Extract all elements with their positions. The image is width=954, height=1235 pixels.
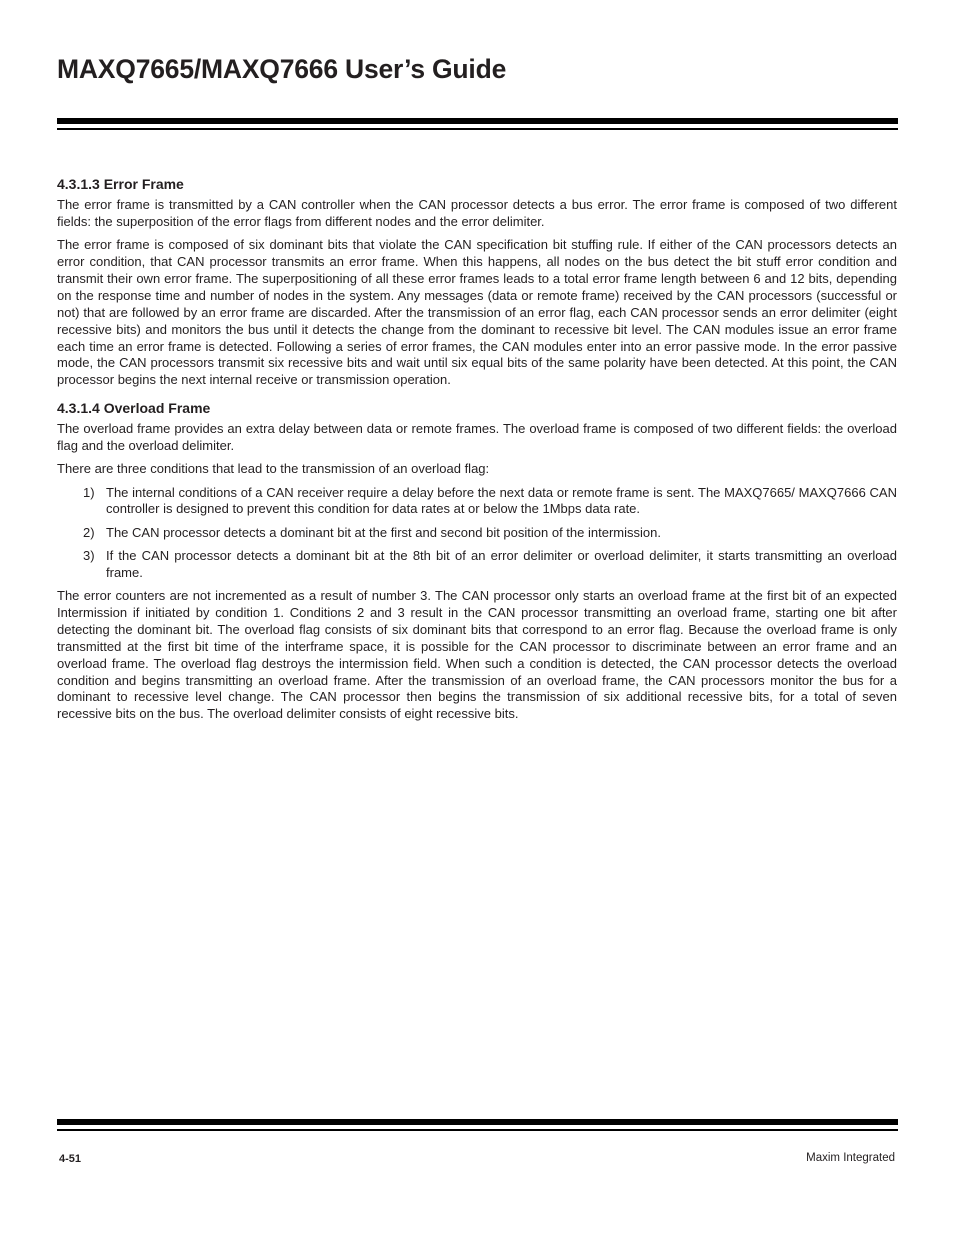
paragraph: The overload frame provides an extra delay between data or remote frames. The overload frame is composed of two different fields: the overload flag and the overload delimiter.: [57, 421, 897, 454]
section-heading-error-frame: 4.3.1.3 Error Frame: [57, 176, 184, 192]
paragraph: The error frame is transmitted by a CAN controller when the CAN processor detects a bus error. The error frame is composed of two different fields: the superposition of the error flags from different nodes and the error delimiter.: [57, 197, 897, 229]
header-rule-thin: [57, 128, 898, 130]
list-item-number: 1): [83, 484, 95, 500]
list-item-number: 3): [83, 547, 95, 563]
company-name: Maxim Integrated: [806, 1152, 895, 1164]
section-heading-overload-frame: 4.3.1.4 Overload Frame: [57, 400, 211, 417]
list-item-text: The internal conditions of a CAN receiver require a delay before the next data or remote frame is sent. The MAXQ7665/ MAXQ7666 CAN controller is designed to prevent this condition for data rates at or below the 1Mbps data rate.: [106, 484, 897, 517]
list-item-text: If the CAN processor detects a dominant bit at the 8th bit of an error delimiter or overload delimiter, it starts transmitting an overload frame.: [106, 547, 897, 580]
paragraph: There are three conditions that lead to the transmission of an overload flag:: [57, 461, 490, 477]
page-content: [57, 174, 897, 730]
list-item: [57, 525, 897, 542]
list-item-text: The CAN processor detects a dominant bit at the first and second bit position of the intermission.: [106, 524, 661, 540]
list-item: [57, 485, 897, 519]
footer-rule-thick: [57, 1119, 898, 1125]
header-rule-thick: [57, 118, 898, 124]
paragraph: The error counters are not incremented as a result of number 3. The CAN processor only starts an overload frame at the first bit of an expected Intermission if initiated by condition 1. Conditions 2 and 3 result in the CAN processor transmitting an overload frame, starting one bit after detecting the dominant bit. The overload flag consists of six dominant bits that correspond to an error flag. Because the overload frame is only transmitted at the first bit time of the interframe space, it is possible for the CAN processor to discriminate between an error frame and an overload frame. The overload flag destroys the intermission field. When such a condition is detected, the CAN processor detects the overload condition and begins transmitting an overload frame. After the transmission of an overload frame, the CAN processors monitor the bus for a dominant to recessive level change. The CAN processor then begins the transmission of six additional recessive bits, for a total of seven recessive bits on the bus. The overload delimiter consists of eight recessive bits.: [57, 588, 897, 722]
section-overload-frame: [57, 398, 897, 723]
conditions-list: [57, 485, 897, 582]
page-number: 4-51: [59, 1153, 82, 1165]
footer-rule-thin: [57, 1129, 898, 1131]
section-error-frame: [57, 174, 897, 389]
list-item: [57, 548, 897, 582]
document-title: MAXQ7665/MAXQ7666 User’s Guide: [57, 54, 507, 84]
list-item-number: 2): [83, 524, 95, 540]
paragraph: The error frame is composed of six dominant bits that violate the CAN specification bit stuffing rule. If either of the CAN processors detects an error condition, that CAN processor transmits an error frame. When this happens, all nodes on the bus detect the bit stuff error condition and transmit their own error frame. The superpositioning of all these error frames leads to a total error frame length between 6 and 12 bits, depending on the response time and number of nodes in the system. Any messages (data or remote frame) received by the CAN processors (successful or not) that are followed by an error frame are discarded. After the transmission of an error flag, each CAN processor sends an error delimiter (eight recessive bits) and monitors the bus until it detects the change from the dominant to recessive bit level. The CAN modules issue an error frame each time an error frame is detected. Following a series of error frames, the CAN modules enter into an error passive mode. In the error passive mode, the CAN processors transmit six recessive bits and wait until six equal bits of the same polarity have been detected. At this point, the CAN processor begins the next internal receive or transmission operation.: [57, 237, 897, 388]
